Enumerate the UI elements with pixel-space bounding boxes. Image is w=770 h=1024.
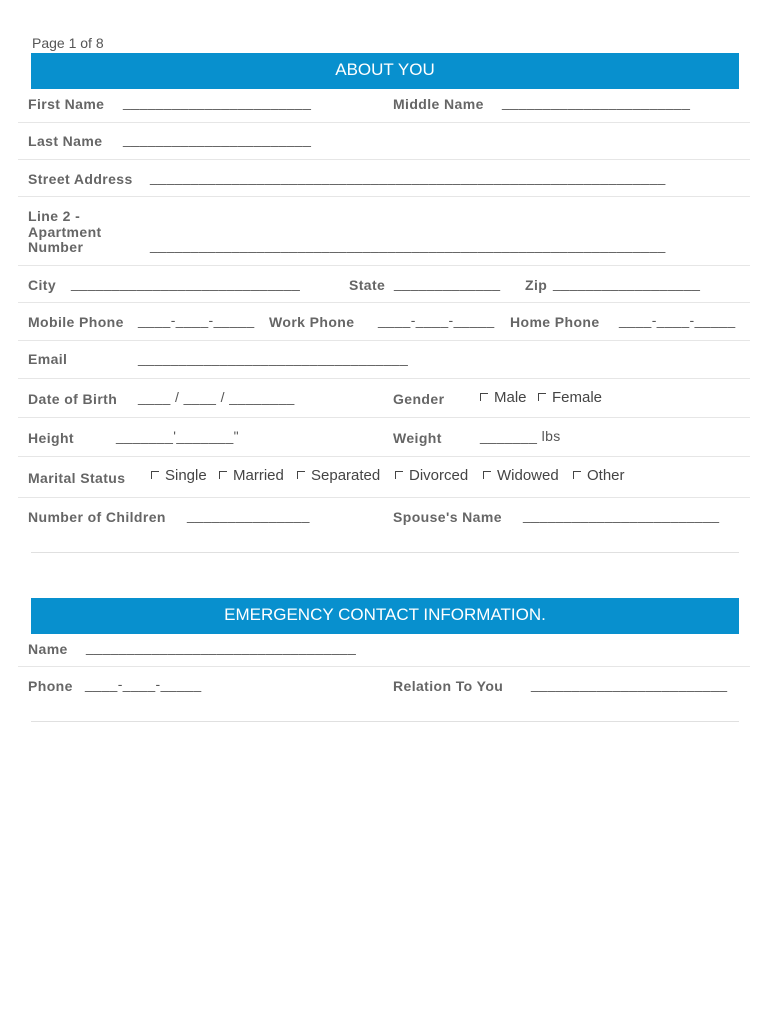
- state-field[interactable]: _____________: [394, 275, 501, 291]
- row-dob-gender: [18, 379, 750, 418]
- row-marital: [18, 457, 750, 498]
- gender-label: Gender: [393, 391, 445, 407]
- about-you-header: ABOUT YOU: [31, 53, 739, 89]
- spouse-name-field[interactable]: ________________________: [523, 507, 720, 523]
- row-city: [18, 266, 750, 303]
- row-street: [18, 160, 750, 197]
- marital-option-separated[interactable]: Separated: [297, 467, 380, 484]
- children-field[interactable]: _______________: [187, 507, 310, 523]
- emergency-phone-label: Phone: [28, 678, 73, 694]
- emergency-name-label: Name: [28, 641, 68, 657]
- marital-status-label: Marital Status: [28, 470, 126, 486]
- checkbox-icon[interactable]: [297, 471, 305, 479]
- mobile-phone-field[interactable]: ____-____-_____: [138, 312, 255, 328]
- last-name-field[interactable]: _______________________: [123, 131, 312, 147]
- weight-label: Weight: [393, 430, 442, 446]
- work-phone-label: Work Phone: [269, 314, 355, 330]
- emergency-phone-field[interactable]: ____-____-_____: [85, 676, 202, 692]
- height-label: Height: [28, 430, 74, 446]
- last-name-label: Last Name: [28, 133, 103, 149]
- dob-label: Date of Birth: [28, 391, 118, 407]
- state-label: State: [349, 277, 386, 293]
- marital-option-widowed[interactable]: Widowed: [483, 467, 559, 484]
- marital-option-divorced[interactable]: Divorced: [395, 467, 468, 484]
- relation-label: Relation To You: [393, 678, 504, 694]
- checkbox-icon[interactable]: [538, 393, 546, 401]
- checkbox-icon[interactable]: [395, 471, 403, 479]
- relation-field[interactable]: ________________________: [531, 676, 728, 692]
- city-field[interactable]: ____________________________: [71, 275, 301, 291]
- dob-field[interactable]: ____ / ____ / ________: [138, 389, 295, 405]
- zip-label: Zip: [525, 277, 548, 293]
- street-address-field[interactable]: _______________________________________________________________: [150, 169, 666, 185]
- marital-option-other[interactable]: Other: [573, 467, 625, 484]
- emergency-contact-header: EMERGENCY CONTACT INFORMATION.: [31, 598, 739, 634]
- home-phone-label: Home Phone: [510, 314, 600, 330]
- checkbox-icon[interactable]: [151, 471, 159, 479]
- emergency-name-field[interactable]: _________________________________: [86, 639, 357, 655]
- row-last-name: [18, 123, 750, 160]
- city-label: City: [28, 277, 57, 293]
- mobile-phone-label: Mobile Phone: [28, 314, 124, 330]
- row-emergency-name: [18, 634, 750, 667]
- page-number: Page 1 of 8: [32, 35, 104, 51]
- gender-option-male[interactable]: Male: [480, 389, 527, 406]
- height-field[interactable]: _______'_______": [116, 428, 240, 444]
- first-name-field[interactable]: _______________________: [123, 94, 312, 110]
- checkbox-icon[interactable]: [480, 393, 488, 401]
- row-phones: [18, 303, 750, 341]
- middle-name-field[interactable]: _______________________: [502, 94, 691, 110]
- row-height-weight: [18, 418, 750, 457]
- gender-option-female[interactable]: Female: [538, 389, 602, 406]
- children-label: Number of Children: [28, 509, 166, 525]
- checkbox-icon[interactable]: [573, 471, 581, 479]
- line2-field[interactable]: _______________________________________________________________: [150, 237, 666, 253]
- email-label: Email: [28, 351, 68, 367]
- zip-field[interactable]: __________________: [553, 275, 701, 291]
- row-name: [18, 87, 750, 123]
- first-name-label: First Name: [28, 96, 105, 112]
- work-phone-field[interactable]: ____-____-_____: [378, 312, 495, 328]
- row-line2: [18, 197, 750, 266]
- spouse-name-label: Spouse's Name: [393, 509, 502, 525]
- section-divider: [31, 552, 739, 553]
- row-email: [18, 341, 750, 379]
- line2-label-2: Apartment: [28, 224, 102, 240]
- section-divider: [31, 721, 739, 722]
- checkbox-icon[interactable]: [483, 471, 491, 479]
- line2-label-3: Number: [28, 239, 84, 255]
- weight-field[interactable]: _______ lbs: [480, 428, 561, 444]
- line2-label-1: Line 2 -: [28, 208, 81, 224]
- home-phone-field[interactable]: ____-____-_____: [619, 312, 736, 328]
- email-field[interactable]: _________________________________: [138, 350, 409, 366]
- middle-name-label: Middle Name: [393, 96, 484, 112]
- checkbox-icon[interactable]: [219, 471, 227, 479]
- street-address-label: Street Address: [28, 171, 133, 187]
- marital-option-single[interactable]: Single: [151, 467, 207, 484]
- marital-option-married[interactable]: Married: [219, 467, 284, 484]
